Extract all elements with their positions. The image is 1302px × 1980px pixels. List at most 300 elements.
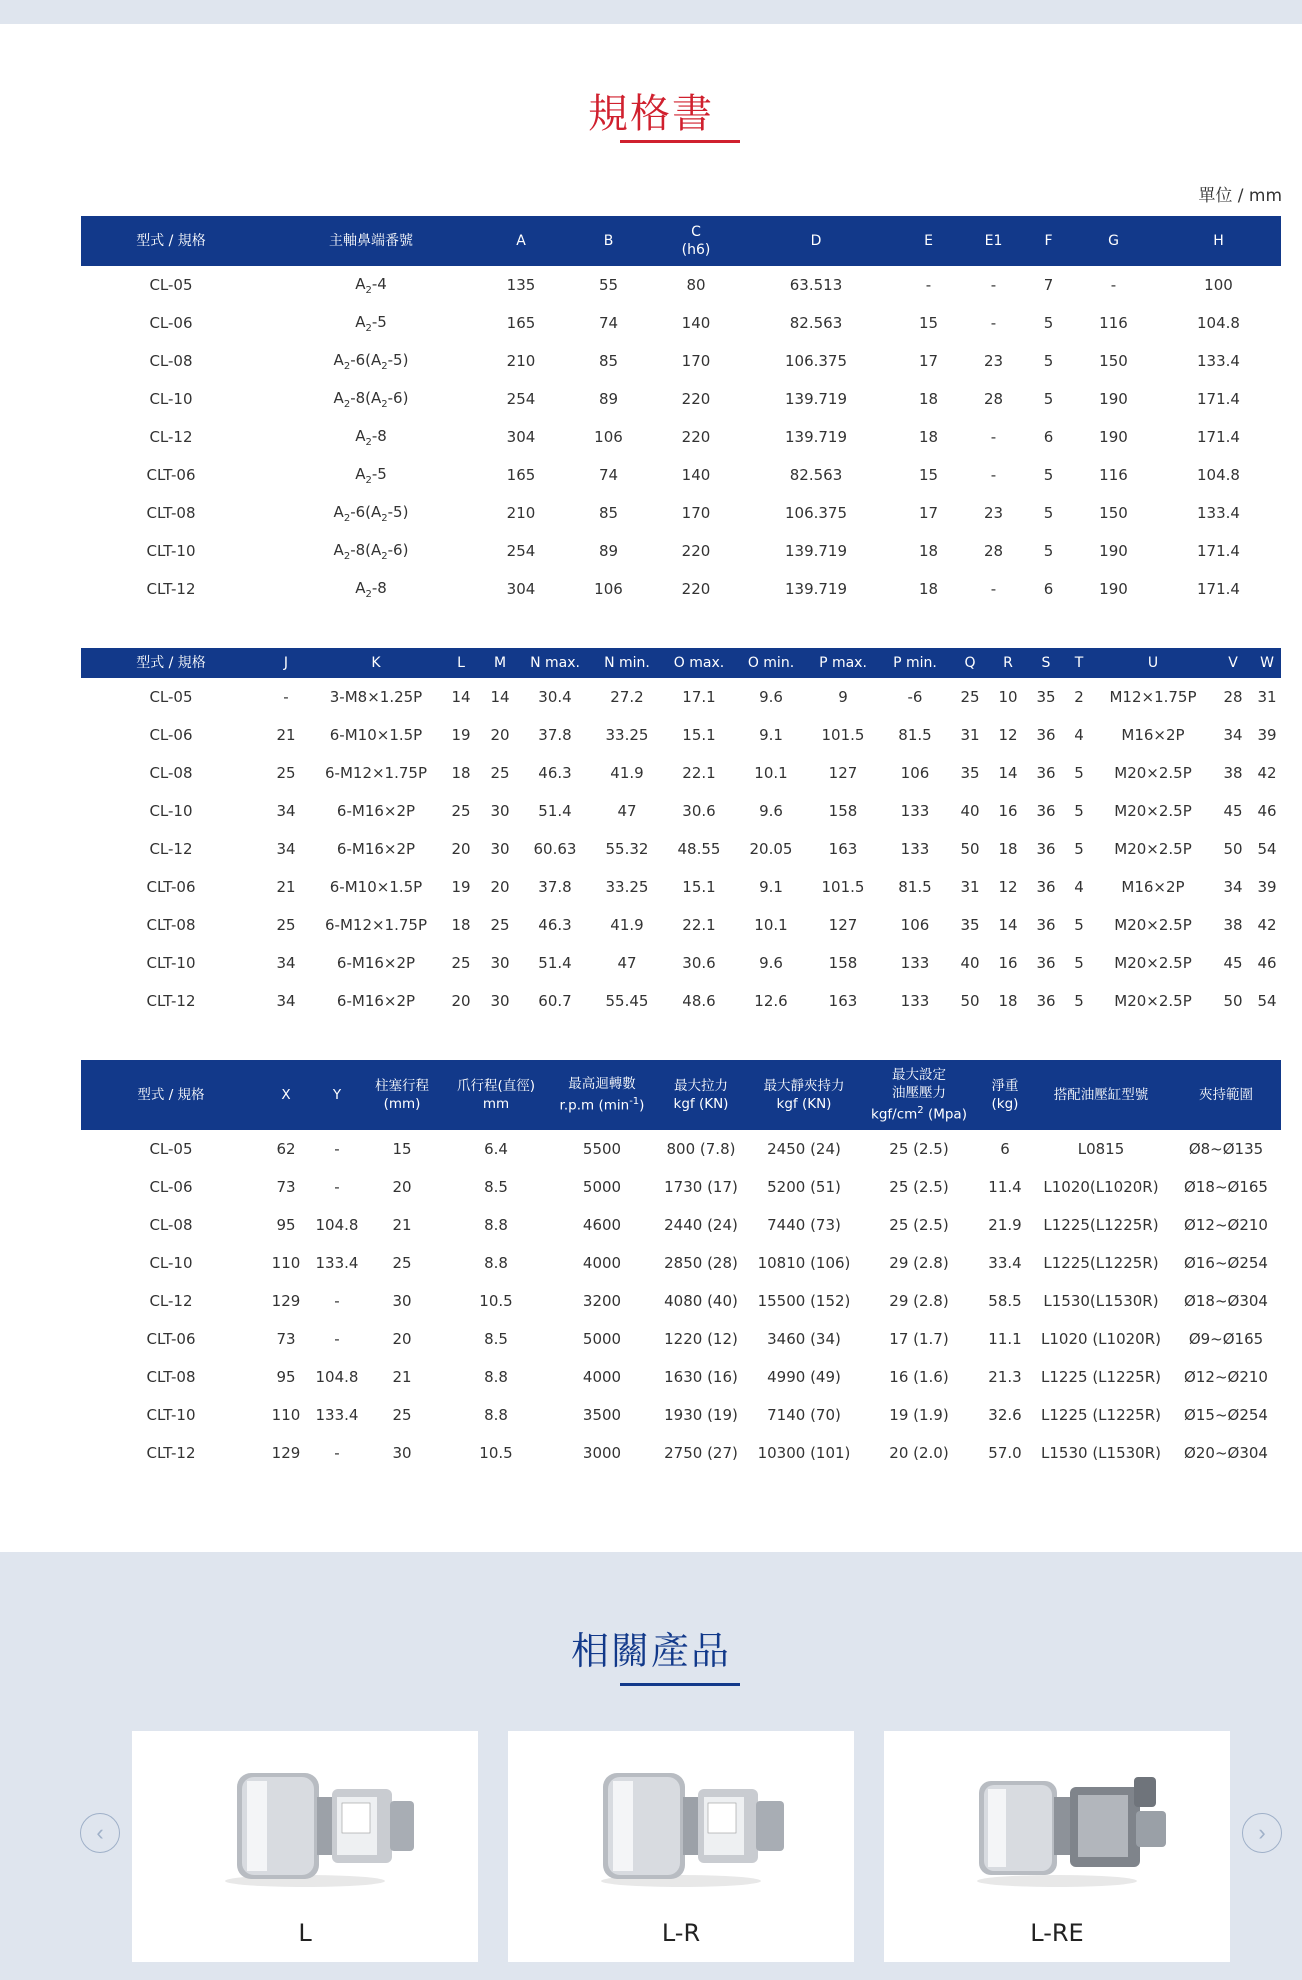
table-header-row	[81, 1060, 1281, 1130]
product-card-lr[interactable]	[508, 1731, 854, 1962]
table-cell: 17 (1.7)	[889, 1330, 949, 1348]
table-cell: -6	[907, 688, 923, 706]
table-cell: 25 (2.5)	[889, 1178, 949, 1196]
table-cell: 4600	[582, 1216, 622, 1234]
table-cell: 33.4	[988, 1254, 1022, 1272]
column-header: X	[261, 1060, 311, 1130]
column-header: G	[1071, 216, 1156, 266]
column-header-text: 最大設定	[892, 1067, 946, 1084]
table-cell: 36	[1036, 764, 1056, 782]
table-cell: 171.4	[1197, 580, 1240, 598]
table-cell: 18	[998, 840, 1018, 858]
table-cell: L1020 (L1020R)	[1041, 1330, 1161, 1348]
table-cell: 6-M10×1.5P	[329, 726, 423, 744]
table-cell: 1630 (16)	[664, 1368, 738, 1386]
table-cell: $A_2-5$	[355, 312, 387, 334]
product-label: L	[298, 1919, 312, 1947]
table-cell: 30	[490, 954, 510, 972]
table-cell: 15	[918, 314, 939, 332]
table-cell: 2450 (24)	[767, 1140, 841, 1158]
column-header: Q	[951, 648, 989, 678]
table-cell: 6-M16×2P	[336, 954, 416, 972]
table-cell: $A_2-8$	[355, 426, 387, 448]
table-cell: 25	[276, 764, 296, 782]
table-cell: 29 (2.8)	[889, 1254, 949, 1272]
table-cell: 170	[681, 352, 711, 370]
column-header: U	[1093, 648, 1213, 678]
column-header-text: (kg)	[991, 1096, 1019, 1112]
table-cell: 38	[1223, 916, 1243, 934]
column-header: 主軸鼻端番號	[261, 216, 481, 266]
table-cell: 139.719	[784, 580, 848, 598]
table-cell: 55	[598, 276, 619, 294]
table-cell: CL-06	[149, 726, 193, 744]
table-cell: 140	[681, 466, 711, 484]
table-cell: 9.6	[759, 802, 783, 820]
table-cell: 133	[900, 954, 930, 972]
table-cell: CLT-12	[146, 580, 196, 598]
table-cell: 89	[598, 390, 619, 408]
table-cell: 31	[960, 878, 980, 896]
table-cell: 22.1	[682, 916, 716, 934]
table-cell: 51.4	[538, 802, 572, 820]
table-cell: 9.1	[759, 878, 783, 896]
table-cell: M20×2.5P	[1114, 954, 1192, 972]
unit-label: 單位 / mm	[1198, 186, 1282, 206]
table-cell: 127	[828, 916, 858, 934]
table-cell: -	[334, 1444, 340, 1462]
table-row	[81, 532, 1281, 570]
column-header: A	[481, 216, 561, 266]
table-cell: M20×2.5P	[1114, 916, 1192, 934]
table-cell: 106.375	[784, 352, 848, 370]
table-cell: 9.6	[759, 688, 783, 706]
table-cell: 5000	[582, 1330, 622, 1348]
table-cell: Ø12~Ø210	[1184, 1368, 1268, 1386]
table-cell: 16	[998, 954, 1018, 972]
table-cell: 22.1	[682, 764, 716, 782]
table-cell: 171.4	[1197, 390, 1240, 408]
table-cell: 23	[983, 504, 1004, 522]
table-cell: 171.4	[1197, 542, 1240, 560]
column-header	[653, 1060, 749, 1130]
table-cell: 42	[1257, 764, 1277, 782]
table-cell: Ø20~Ø304	[1184, 1444, 1268, 1462]
table-cell: Ø18~Ø165	[1184, 1178, 1268, 1196]
table-cell: 39	[1257, 878, 1277, 896]
column-header	[363, 1060, 441, 1130]
table-cell: CL-12	[149, 1292, 193, 1310]
table-cell: 7440 (73)	[767, 1216, 841, 1234]
table-cell: 82.563	[789, 466, 843, 484]
table-cell: 5	[1043, 466, 1054, 484]
table-cell: 163	[828, 840, 858, 858]
table-cell: 30.6	[682, 802, 716, 820]
table-cell: -	[925, 276, 932, 294]
table-cell: 25	[276, 916, 296, 934]
table-row	[81, 1282, 1281, 1320]
table-cell: 30	[392, 1292, 412, 1310]
table-cell: $A_2-6(A_2-5)$	[333, 502, 409, 524]
table-row	[81, 342, 1281, 380]
table-cell: -	[334, 1330, 340, 1348]
table-cell: 54	[1257, 840, 1277, 858]
table-cell: CL-08	[149, 352, 193, 370]
table-cell: 8.8	[484, 1368, 508, 1386]
table-row	[81, 1358, 1281, 1396]
table-cell: 14	[998, 916, 1018, 934]
table-row	[81, 494, 1281, 532]
table-cell: 6	[1043, 580, 1054, 598]
carousel-prev-button[interactable]	[80, 1813, 120, 1853]
table-cell: 47	[617, 954, 637, 972]
table-cell: 1220 (12)	[664, 1330, 738, 1348]
table-cell: 40	[960, 802, 980, 820]
column-header: L	[441, 648, 481, 678]
table-cell: L1225(L1225R)	[1043, 1254, 1159, 1272]
column-header-text: 爪行程(直徑)	[456, 1078, 536, 1094]
column-header	[441, 1060, 551, 1130]
hydraulic-cylinder-lr-image	[508, 1741, 854, 1891]
table-cell: M12×1.75P	[1109, 688, 1197, 706]
table-cell: 36	[1036, 878, 1056, 896]
table-cell: 4	[1074, 878, 1084, 896]
table-cell: 60.63	[533, 840, 577, 858]
table-cell: 25	[451, 954, 471, 972]
table-cell: 20	[451, 840, 471, 858]
table-cell: 10.5	[479, 1292, 513, 1310]
table-cell: 5	[1043, 504, 1054, 522]
table-cell: 28	[983, 390, 1004, 408]
table-cell: CL-08	[149, 764, 193, 782]
table-row	[81, 456, 1281, 494]
table-cell: 18	[998, 992, 1018, 1010]
table-cell: CL-10	[149, 1254, 193, 1272]
title-underline	[620, 1683, 740, 1686]
table-cell: 190	[1099, 428, 1128, 446]
table-cell: 254	[506, 542, 536, 560]
table-cell: 18	[451, 764, 471, 782]
table-row	[81, 418, 1281, 456]
table-cell: 85	[598, 504, 619, 522]
spec-section-title: 規格書	[588, 91, 714, 137]
table-cell: 6	[1000, 1140, 1010, 1158]
table-cell: $A_2-8(A_2-6)$	[333, 388, 409, 410]
table-cell: CLT-10	[146, 954, 196, 972]
column-header: N max.	[519, 648, 591, 678]
table-cell: 133.4	[315, 1254, 359, 1272]
table-cell: 35	[1036, 688, 1056, 706]
table-cell: 11.1	[988, 1330, 1022, 1348]
column-header: 型式 / 規格	[81, 648, 261, 678]
table-cell: 3460 (34)	[767, 1330, 841, 1348]
table-cell: 15	[392, 1140, 412, 1158]
table-cell: 4080 (40)	[664, 1292, 738, 1310]
table-cell: 74	[598, 466, 619, 484]
table-cell: 133	[900, 802, 930, 820]
table-cell: $A_2-8(A_2-6)$	[333, 540, 409, 562]
column-header-text: (mm)	[383, 1096, 421, 1112]
table-cell: 150	[1099, 352, 1128, 370]
column-header-text: )	[639, 1097, 645, 1114]
table-row	[81, 1244, 1281, 1282]
table-cell: 129	[271, 1444, 301, 1462]
table-cell: 10	[998, 688, 1018, 706]
carousel-next-button[interactable]	[1242, 1813, 1282, 1853]
table-cell: 5	[1074, 840, 1084, 858]
table-cell: 800 (7.8)	[666, 1140, 736, 1158]
table-cell: 14	[490, 688, 510, 706]
table-cell: 85	[598, 352, 619, 370]
table-cell: 34	[276, 802, 296, 820]
product-label: L-R	[661, 1919, 701, 1947]
table-cell: 55.45	[605, 992, 649, 1010]
table-cell: 4000	[582, 1254, 622, 1272]
spec-table-performance	[81, 1060, 1281, 1472]
table-cell: 20	[392, 1178, 412, 1196]
table-cell: -	[334, 1178, 340, 1196]
table-cell: 36	[1036, 840, 1056, 858]
table-cell: 5	[1043, 390, 1054, 408]
related-products-title: 相關產品	[570, 1629, 731, 1673]
table-cell: 25	[392, 1406, 412, 1424]
table-cell: 19	[451, 878, 471, 896]
table-cell: CL-06	[149, 1178, 193, 1196]
table-cell: 1930 (19)	[664, 1406, 738, 1424]
table-cell: 36	[1036, 726, 1056, 744]
product-card-lre[interactable]	[884, 1731, 1230, 1962]
table-cell: 158	[828, 954, 858, 972]
table-cell: 106	[900, 916, 930, 934]
table-cell: 55.32	[605, 840, 649, 858]
table-cell: 28	[983, 542, 1004, 560]
table-cell: 38	[1223, 764, 1243, 782]
table-cell: 41.9	[610, 916, 644, 934]
table-cell: 33.25	[605, 726, 649, 744]
table-cell: 304	[506, 580, 536, 598]
table-row	[81, 830, 1281, 868]
table-cell: CLT-10	[146, 542, 196, 560]
table-cell: 7140 (70)	[767, 1406, 841, 1424]
column-header-text: C	[691, 224, 701, 240]
table-cell: 110	[271, 1254, 301, 1272]
table-cell: CL-05	[149, 688, 193, 706]
table-cell: 139.719	[784, 428, 848, 446]
table-cell: 32.6	[988, 1406, 1022, 1424]
table-cell: 6-M16×2P	[336, 840, 416, 858]
column-header-text: 最大靜夾持力	[763, 1078, 845, 1094]
table-cell: 2750 (27)	[664, 1444, 738, 1462]
table-cell: 60.7	[538, 992, 572, 1010]
table-cell: Ø16~Ø254	[1184, 1254, 1268, 1272]
column-header: 型式 / 規格	[81, 1060, 261, 1130]
top-strip	[0, 0, 1302, 24]
table-cell: 46.3	[538, 916, 572, 934]
table-cell: 5	[1074, 764, 1084, 782]
table-cell: 210	[506, 504, 536, 522]
column-header-text: (Mpa)	[923, 1106, 967, 1123]
product-label: L-RE	[1030, 1919, 1084, 1947]
table-cell: 21	[276, 878, 296, 896]
column-header-text: 淨重	[991, 1078, 1019, 1094]
table-cell: 101.5	[821, 878, 865, 896]
table-cell: CLT-06	[146, 466, 196, 484]
table-cell: 104.8	[1197, 314, 1240, 332]
table-body	[81, 1130, 1281, 1472]
table-cell: 5	[1043, 352, 1054, 370]
table-cell: 18	[918, 428, 939, 446]
table-cell: 171.4	[1197, 428, 1240, 446]
spec-table-threads	[81, 648, 1281, 1020]
table-row	[81, 570, 1281, 608]
table-cell: 31	[1257, 688, 1277, 706]
table-cell: CL-08	[149, 1216, 193, 1234]
table-cell: 304	[506, 428, 536, 446]
table-cell: 41.9	[610, 764, 644, 782]
table-cell: Ø18~Ø304	[1184, 1292, 1268, 1310]
table-cell: 37.8	[538, 726, 572, 744]
column-header: D	[736, 216, 896, 266]
table-cell: 3500	[582, 1406, 622, 1424]
column-header: B	[561, 216, 656, 266]
table-cell: -	[990, 428, 997, 446]
table-cell: 21	[276, 726, 296, 744]
column-header	[749, 1060, 859, 1130]
column-header: P min.	[879, 648, 951, 678]
table-cell: M16×2P	[1121, 878, 1185, 896]
column-header-sub: (h6)	[681, 242, 711, 258]
table-cell: CLT-08	[146, 504, 196, 522]
table-cell: 89	[598, 542, 619, 560]
column-header: E	[896, 216, 961, 266]
column-header-text: mm	[482, 1096, 510, 1112]
table-cell: 63.513	[789, 276, 843, 294]
table-cell: CLT-12	[146, 992, 196, 1010]
table-cell: 42	[1257, 916, 1277, 934]
table-body	[81, 266, 1281, 608]
table-cell: 48.55	[677, 840, 721, 858]
table-cell: 6-M16×2P	[336, 802, 416, 820]
table-cell: M20×2.5P	[1114, 764, 1192, 782]
table-cell: L1530(L1530R)	[1043, 1292, 1159, 1310]
table-cell: 139.719	[784, 390, 848, 408]
table-cell: 4	[1074, 726, 1084, 744]
table-cell: CL-10	[149, 802, 193, 820]
table-cell: 21.3	[988, 1368, 1022, 1386]
table-cell: 4990 (49)	[767, 1368, 841, 1386]
table-cell: 95	[276, 1368, 296, 1386]
table-cell: 1730 (17)	[664, 1178, 738, 1196]
table-cell: 15500 (152)	[757, 1292, 851, 1310]
table-cell: 33.25	[605, 878, 649, 896]
column-header: H	[1156, 216, 1281, 266]
table-row	[81, 304, 1281, 342]
table-cell: 190	[1099, 542, 1128, 560]
table-cell: M20×2.5P	[1114, 840, 1192, 858]
table-cell: M20×2.5P	[1114, 992, 1192, 1010]
table-cell: -	[334, 1292, 340, 1310]
table-cell: 6	[1043, 428, 1054, 446]
table-row	[81, 716, 1281, 754]
table-cell: L1225(L1225R)	[1043, 1216, 1159, 1234]
table-cell: 8.8	[484, 1216, 508, 1234]
table-cell: 11.4	[988, 1178, 1022, 1196]
table-cell: 25	[392, 1254, 412, 1272]
table-cell: 17	[918, 504, 939, 522]
table-cell: 104.8	[1197, 466, 1240, 484]
table-cell: 16 (1.6)	[889, 1368, 949, 1386]
table-cell: 73	[276, 1330, 296, 1348]
table-cell: 50	[1223, 840, 1243, 858]
table-cell: 12.6	[754, 992, 788, 1010]
table-cell: 25	[490, 764, 510, 782]
table-cell: 30.6	[682, 954, 716, 972]
table-cell: 18	[918, 580, 939, 598]
table-cell: 25	[960, 688, 980, 706]
table-cell: -	[990, 276, 997, 294]
table-cell: 37.8	[538, 878, 572, 896]
table-cell: 6-M12×1.75P	[325, 764, 427, 782]
table-cell: 165	[506, 466, 536, 484]
table-cell: 95	[276, 1216, 296, 1234]
table-row	[81, 1396, 1281, 1434]
table-cell: CLT-10	[146, 1406, 196, 1424]
table-cell: M20×2.5P	[1114, 802, 1192, 820]
product-card-l[interactable]	[132, 1731, 478, 1962]
table-cell: 104.8	[315, 1368, 359, 1386]
table-cell: 20	[490, 878, 510, 896]
table-cell: -	[990, 580, 997, 598]
table-cell: CL-10	[149, 390, 193, 408]
column-header: M	[481, 648, 519, 678]
table-cell: 20 (2.0)	[889, 1444, 949, 1462]
table-cell: 74	[598, 314, 619, 332]
table-cell: CLT-08	[146, 916, 196, 934]
table-cell: 3-M8×1.25P	[329, 688, 423, 706]
table-cell: Ø9~Ø165	[1188, 1330, 1264, 1348]
table-cell: L0815	[1077, 1140, 1125, 1158]
column-header	[656, 216, 736, 266]
table-cell: 47	[617, 802, 637, 820]
table-cell: 8.5	[484, 1330, 508, 1348]
column-header: V	[1213, 648, 1253, 678]
table-cell: 35	[960, 764, 980, 782]
column-header	[551, 1060, 653, 1130]
table-cell: M16×2P	[1121, 726, 1185, 744]
table-cell: 14	[451, 688, 471, 706]
table-cell: 46	[1257, 954, 1277, 972]
column-header-text: 最大拉力	[674, 1078, 728, 1094]
column-header: O min.	[735, 648, 807, 678]
table-cell: -	[334, 1140, 340, 1158]
table-cell: 220	[681, 390, 711, 408]
column-header: K	[311, 648, 441, 678]
table-cell: 12	[998, 726, 1018, 744]
table-cell: Ø8~Ø135	[1188, 1140, 1264, 1158]
table-cell: 104.8	[315, 1216, 359, 1234]
column-header-text: 油壓壓力	[892, 1085, 946, 1102]
table-cell: 254	[506, 390, 536, 408]
column-header: Y	[311, 1060, 363, 1130]
table-cell: 9.6	[759, 954, 783, 972]
table-cell: 5	[1043, 542, 1054, 560]
table-cell: 2	[1074, 688, 1084, 706]
column-header-text: 最高迴轉數	[568, 1076, 636, 1093]
table-cell: 48.6	[682, 992, 716, 1010]
table-cell: 127	[828, 764, 858, 782]
table-cell: $A_2-6(A_2-5)$	[333, 350, 409, 372]
table-row	[81, 266, 1281, 304]
